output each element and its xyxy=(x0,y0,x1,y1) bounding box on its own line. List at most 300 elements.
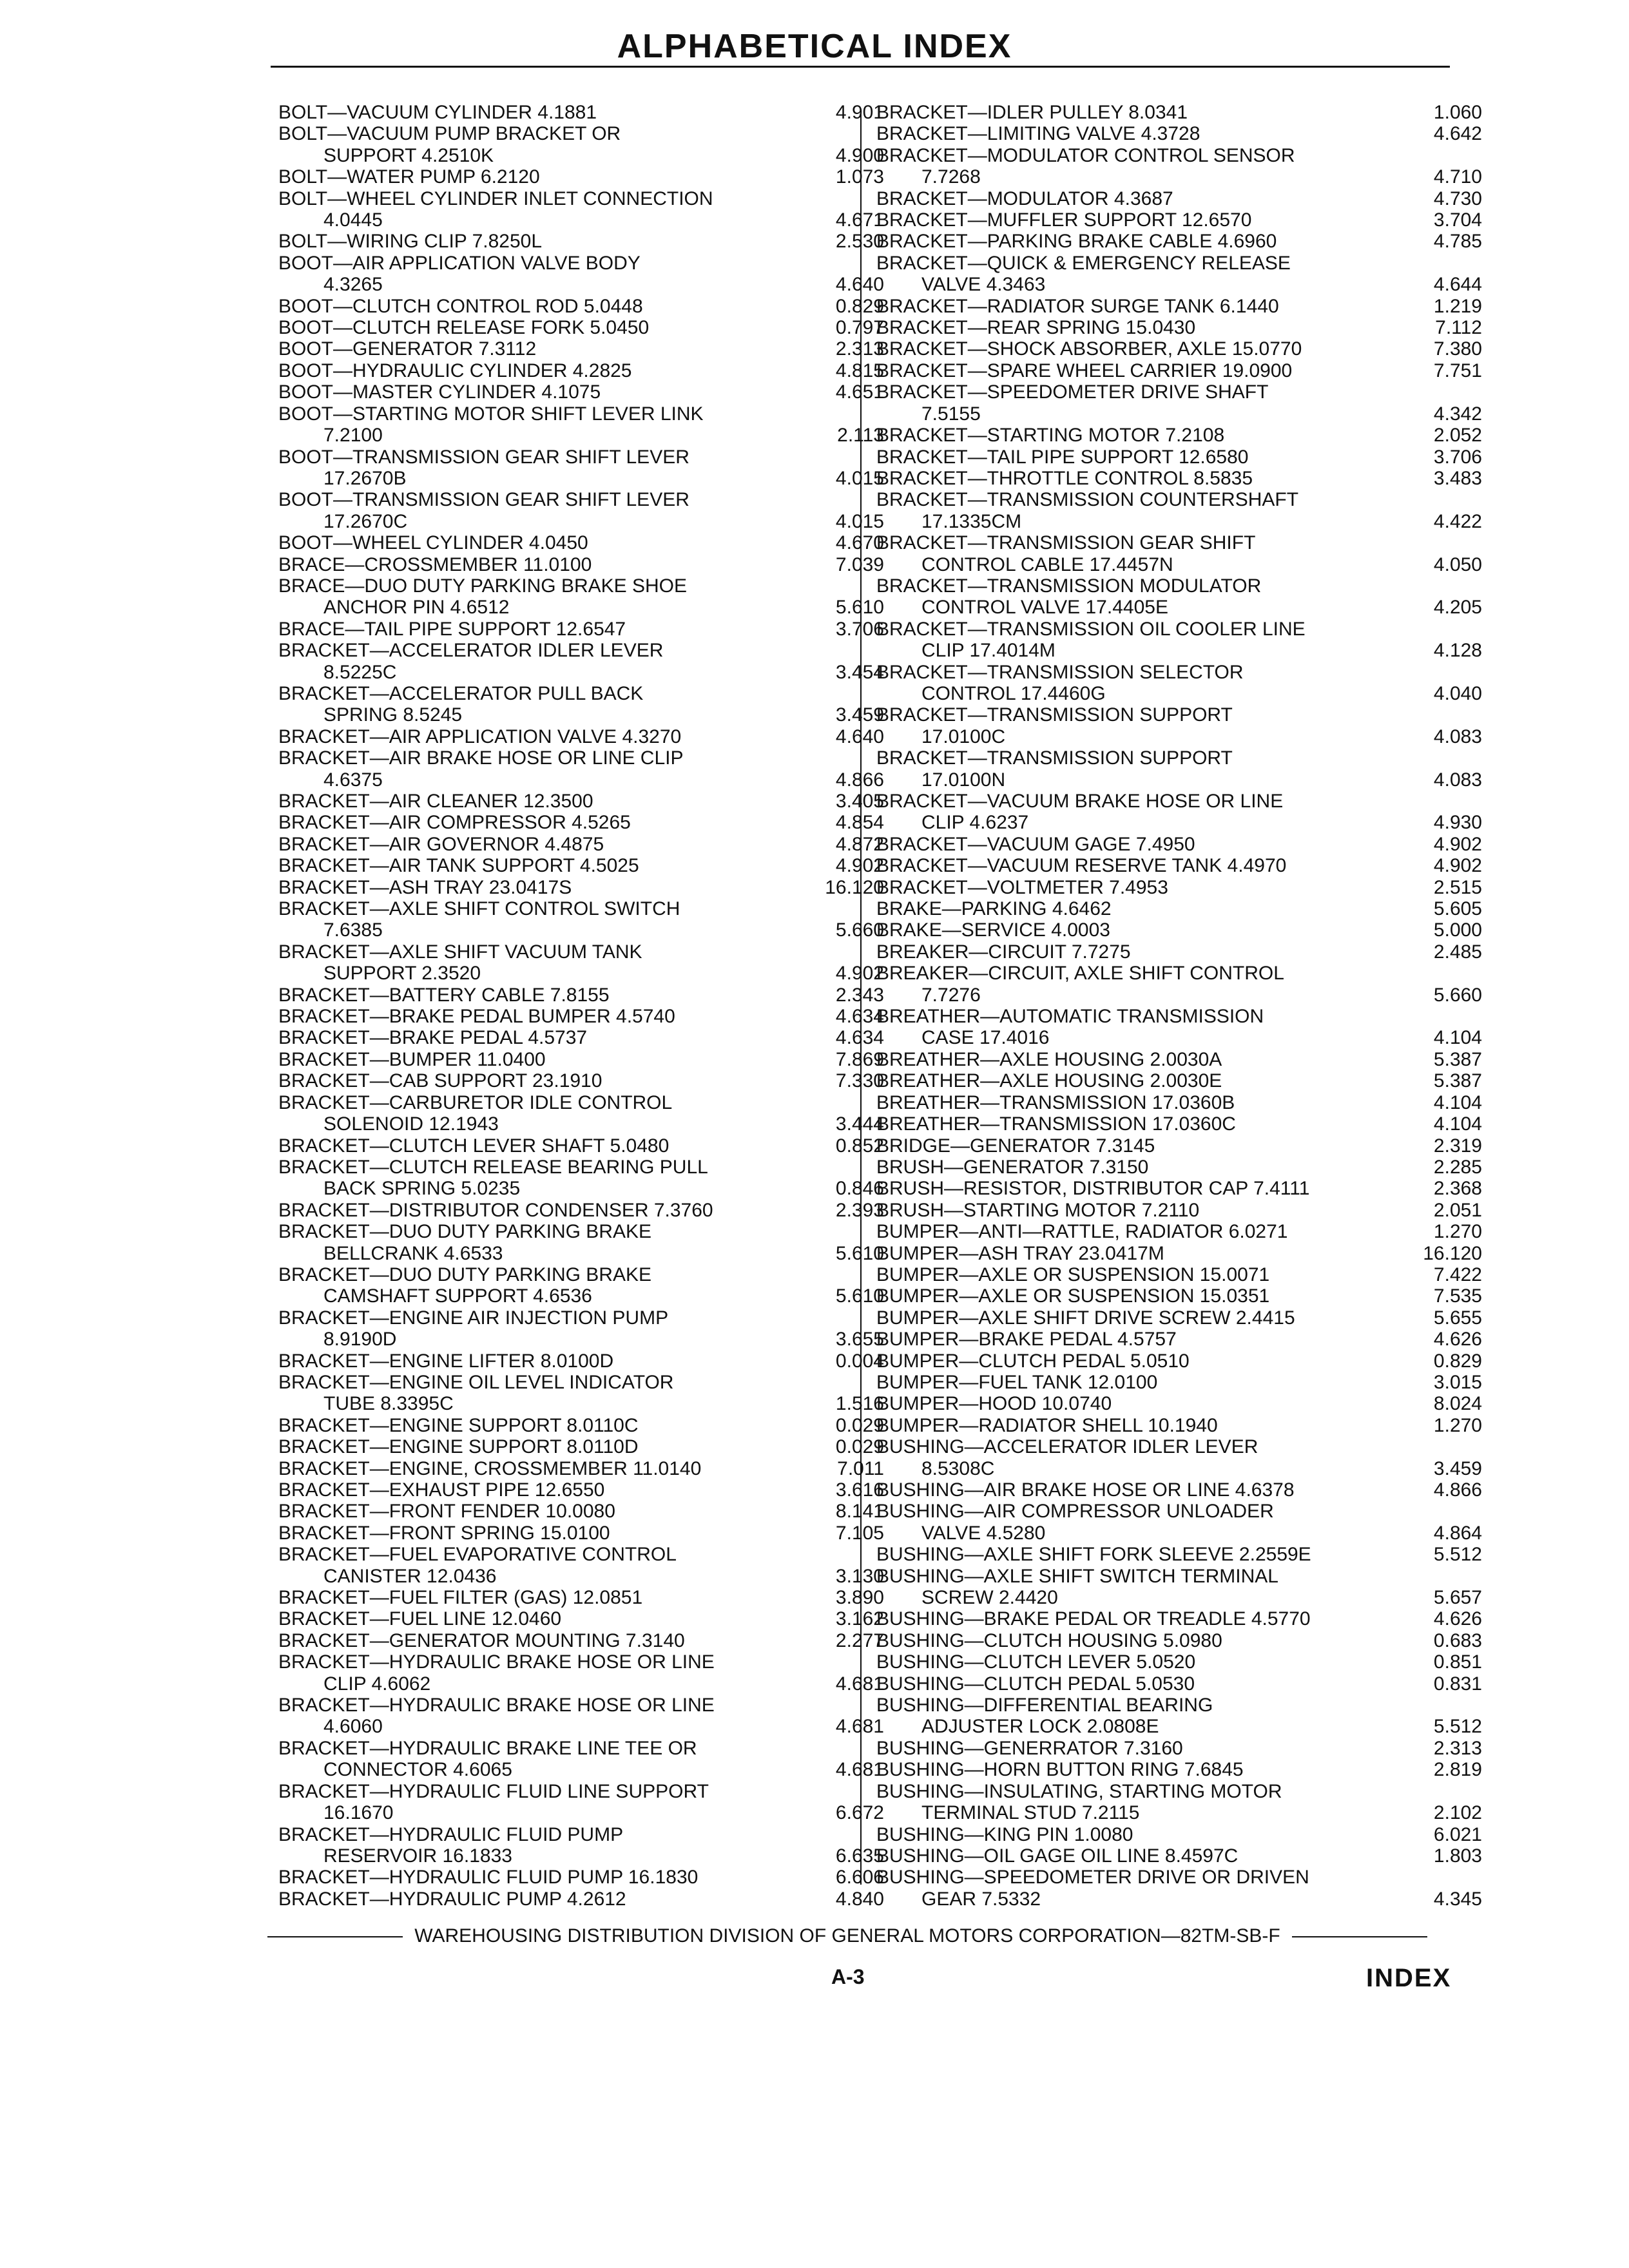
footer-publisher-line xyxy=(245,1925,1450,1947)
index-entry-continuation: 7.7268 xyxy=(921,166,981,188)
index-entry-page: 2.819 xyxy=(1433,1759,1482,1781)
index-entry-text xyxy=(876,1824,1331,1845)
index-entry-line: BRUSH—STARTING MOTOR 7.2110 xyxy=(876,1199,1200,1221)
index-entry-text xyxy=(876,532,1331,575)
index-entry-line: BUSHING—AIR COMPRESSOR UNLOADER xyxy=(876,1501,1274,1523)
index-entry-text xyxy=(876,963,1331,1006)
index-entry xyxy=(278,1200,884,1221)
index-entry-page: 3.015 xyxy=(1433,1371,1482,1393)
index-entry xyxy=(876,575,1482,619)
index-entry-line: BRACKET—FUEL LINE 12.0460 xyxy=(278,1608,562,1630)
index-entry-page: 4.866 xyxy=(835,769,884,791)
index-entry-line: BOOT—GENERATOR 7.3112 xyxy=(278,338,537,360)
index-entry-line: BRACKET—HYDRAULIC BRAKE LINE TEE OR xyxy=(278,1737,697,1759)
index-entry-page: 4.050 xyxy=(1433,553,1482,575)
index-entry-line: BRACKET—AIR COMPRESSOR 4.5265 xyxy=(278,812,631,834)
index-entry xyxy=(278,554,884,575)
index-entry-text xyxy=(278,1415,733,1436)
index-entry-continuation: CLIP 4.6062 xyxy=(323,1673,431,1695)
index-entry-page: 1.516 xyxy=(835,1393,884,1415)
index-entry xyxy=(876,123,1482,144)
index-entry-line: BRACKET—FUEL EVAPORATIVE CONTROL xyxy=(278,1544,677,1566)
index-entry-page: 3.483 xyxy=(1433,467,1482,489)
index-entry-line: BUMPER—RADIATOR SHELL 10.1940 xyxy=(876,1414,1218,1436)
index-entry-text xyxy=(278,1523,733,1544)
index-entry-page: 0.829 xyxy=(1433,1350,1482,1372)
index-entry-page: 3.405 xyxy=(835,791,884,812)
index-entry-text xyxy=(278,1049,733,1070)
index-entry xyxy=(278,1221,884,1264)
index-entry-text xyxy=(278,296,733,317)
index-entry-text xyxy=(876,1070,1331,1091)
header-rule xyxy=(271,66,1450,68)
index-entry-page: 4.634 xyxy=(835,1006,884,1028)
index-entry-line: BRACKET—FRONT SPRING 15.0100 xyxy=(278,1522,610,1544)
index-entry-text xyxy=(278,1479,733,1501)
index-entry-page: 4.670 xyxy=(835,532,884,554)
index-entry-continuation: CLIP 17.4014M xyxy=(921,640,1055,662)
index-entry-line: BOLT—WATER PUMP 6.2120 xyxy=(278,166,540,188)
index-entry xyxy=(876,1436,1482,1479)
index-entry xyxy=(876,532,1482,575)
index-entry xyxy=(876,1759,1482,1780)
index-entry-line: BRACKET—AXLE SHIFT CONTROL SWITCH xyxy=(278,898,680,920)
index-entry-page: 4.640 xyxy=(835,726,884,747)
index-entry-continuation: VALVE 4.5280 xyxy=(921,1522,1046,1544)
index-entry-line: BUSHING—DIFFERENTIAL BEARING xyxy=(876,1695,1213,1716)
index-entry-text xyxy=(876,1608,1331,1629)
page-title: ALPHABETICAL INDEX xyxy=(617,28,1012,65)
index-entry-page: 7.422 xyxy=(1433,1264,1482,1285)
index-entry-page: 3.655 xyxy=(835,1329,884,1350)
index-entry-line: BRACKET—AIR TANK SUPPORT 4.5025 xyxy=(278,855,639,877)
footer-rule-right xyxy=(1292,1936,1427,1937)
index-entry-page: 2.285 xyxy=(1433,1156,1482,1178)
index-entry-line: BREATHER—TRANSMISSION 17.0360B xyxy=(876,1091,1235,1113)
index-entry xyxy=(278,1415,884,1436)
index-entry xyxy=(876,447,1482,468)
index-entry xyxy=(278,985,884,1006)
index-entry xyxy=(278,1157,884,1200)
index-entry xyxy=(876,1738,1482,1759)
index-entry-continuation: SUPPORT 4.2510K xyxy=(323,144,494,166)
index-entry-page: 0.851 xyxy=(1433,1651,1482,1673)
index-entry-page: 2.485 xyxy=(1433,941,1482,963)
index-entry-line: BOOT—AIR APPLICATION VALVE BODY xyxy=(278,252,641,274)
index-entry-line: BOLT—WHEEL CYLINDER INLET CONNECTION xyxy=(278,187,713,209)
index-entry-line: BRUSH—RESISTOR, DISTRIBUTOR CAP 7.4111 xyxy=(876,1178,1310,1200)
index-entry xyxy=(278,188,884,231)
index-entry-page: 4.930 xyxy=(1433,812,1482,834)
index-entry-line: BUSHING—SPEEDOMETER DRIVE OR DRIVEN xyxy=(876,1867,1309,1888)
index-entry xyxy=(278,1006,884,1027)
index-entry-page: 0.004 xyxy=(835,1350,884,1372)
index-entry xyxy=(876,338,1482,360)
index-entry-text xyxy=(278,1221,733,1264)
index-entry-continuation: 17.2670B xyxy=(323,467,407,489)
index-entry-line: BRACKET—TRANSMISSION SUPPORT xyxy=(876,747,1233,769)
index-entry xyxy=(876,1200,1482,1221)
index-entry-continuation: CONTROL CABLE 17.4457N xyxy=(921,553,1173,575)
index-entry xyxy=(278,747,884,791)
index-entry-page: 4.785 xyxy=(1433,231,1482,253)
index-entry-page: 3.706 xyxy=(1433,446,1482,468)
index-entry-page: 5.655 xyxy=(1433,1307,1482,1329)
index-entry-text xyxy=(876,1566,1331,1609)
index-entry-continuation: 7.5155 xyxy=(921,403,981,425)
index-entry-line: BOLT—WIRING CLIP 7.8250L xyxy=(278,231,543,253)
index-entry-line: BRACKET—SPARE WHEEL CARRIER 19.0900 xyxy=(876,360,1293,381)
index-entry-text xyxy=(278,1436,733,1457)
index-entry-continuation: 8.5225C xyxy=(323,661,397,683)
index-entry-line: BRACE—DUO DUTY PARKING BRAKE SHOE xyxy=(278,575,688,597)
index-entry-line: BRACKET—AIR CLEANER 12.3500 xyxy=(278,791,593,812)
index-entry-line: BRACKET—DISTRIBUTOR CONDENSER 7.3760 xyxy=(278,1199,713,1221)
index-entry-page: 4.104 xyxy=(1433,1027,1482,1049)
index-entry-page: 4.901 xyxy=(835,102,884,123)
index-entry-line: BOOT—STARTING MOTOR SHIFT LEVER LINK xyxy=(278,403,704,425)
index-entry-line: BUSHING—AXLE SHIFT FORK SLEEVE 2.2559E xyxy=(876,1544,1311,1566)
index-entry-continuation: BACK SPRING 5.0235 xyxy=(323,1178,521,1200)
index-entry-text xyxy=(876,360,1331,381)
index-entry-line: BRACKET—TRANSMISSION SELECTOR xyxy=(876,661,1244,683)
index-entry-line: BRACKET—REAR SPRING 15.0430 xyxy=(876,317,1196,339)
index-entry xyxy=(278,532,884,553)
index-entry-text xyxy=(278,1888,733,1910)
index-entry xyxy=(876,898,1482,919)
index-entry-page: 2.530 xyxy=(835,231,884,253)
index-entry-text xyxy=(876,1695,1331,1738)
index-entry-page: 4.422 xyxy=(1433,510,1482,532)
index-entry-page: 4.634 xyxy=(835,1027,884,1049)
index-entry-page: 16.120 xyxy=(1423,1242,1482,1264)
index-entry-text xyxy=(876,1157,1331,1178)
index-entry-text xyxy=(278,1781,733,1824)
index-entry-page: 3.706 xyxy=(835,618,884,640)
index-entry-page: 7.105 xyxy=(835,1522,884,1544)
index-entry-text xyxy=(278,188,733,231)
index-entry-page: 7.751 xyxy=(1433,360,1482,381)
index-entry xyxy=(876,1350,1482,1372)
index-entry-line: BRACKET—VACUUM RESERVE TANK 4.4970 xyxy=(876,855,1287,877)
index-entry-page: 2.368 xyxy=(1433,1178,1482,1200)
index-entry-page: 16.120 xyxy=(825,876,884,898)
index-entry xyxy=(876,1415,1482,1436)
index-entry-text xyxy=(278,123,733,166)
index-entry-page: 2.343 xyxy=(835,984,884,1006)
index-entry-text xyxy=(876,1264,1331,1285)
index-entry-text xyxy=(876,855,1331,876)
index-entry-line: BRACE—CROSSMEMBER 11.0100 xyxy=(278,553,592,575)
index-entry xyxy=(278,123,884,166)
index-entry-page: 8.024 xyxy=(1433,1393,1482,1415)
index-entry-text xyxy=(278,360,733,381)
index-entry xyxy=(278,1350,884,1372)
index-entry-line: BUMPER—CLUTCH PEDAL 5.0510 xyxy=(876,1350,1190,1372)
index-entry-text xyxy=(876,102,1331,123)
index-entry xyxy=(876,468,1482,489)
index-entry-line: BREAKER—CIRCUIT, AXLE SHIFT CONTROL xyxy=(876,963,1284,985)
index-entry-page: 4.840 xyxy=(835,1888,884,1910)
index-entry-line: BRACE—TAIL PIPE SUPPORT 12.6547 xyxy=(278,618,626,640)
index-entry xyxy=(876,1092,1482,1113)
index-entry xyxy=(876,704,1482,747)
index-entry xyxy=(876,1049,1482,1070)
index-entry-page: 4.128 xyxy=(1433,640,1482,662)
index-entry-text xyxy=(278,941,733,985)
index-entry-continuation: 16.1670 xyxy=(323,1802,394,1824)
index-entry xyxy=(278,1436,884,1457)
index-entry-line: BRACKET—STARTING MOTOR 7.2108 xyxy=(876,425,1225,447)
index-entry-text xyxy=(876,1329,1331,1350)
index-entry xyxy=(278,791,884,812)
index-entry-text xyxy=(876,253,1331,296)
index-entry xyxy=(278,1867,884,1888)
index-entry-continuation: CASE 17.4016 xyxy=(921,1027,1050,1049)
index-entry xyxy=(278,296,884,317)
index-entry-text xyxy=(876,1436,1331,1479)
index-entry-continuation: VALVE 4.3463 xyxy=(921,274,1046,296)
index-entry-text xyxy=(278,683,733,726)
index-entry-text xyxy=(278,403,733,447)
index-entry-page: 0.831 xyxy=(1433,1673,1482,1695)
index-entry-line: BRACKET—HYDRAULIC FLUID LINE SUPPORT xyxy=(278,1780,709,1802)
index-entry-text xyxy=(876,338,1331,360)
index-entry-text xyxy=(876,1630,1331,1651)
index-entry-page: 0.029 xyxy=(835,1414,884,1436)
index-entry xyxy=(876,145,1482,188)
footer-publisher: WAREHOUSING DISTRIBUTION DIVISION OF GENERAL MOTORS CORPORATION—82TM-SB-F xyxy=(414,1925,1280,1946)
index-entry-text xyxy=(876,941,1331,963)
index-entry xyxy=(876,919,1482,941)
index-entry-line: BRACKET—SPEEDOMETER DRIVE SHAFT xyxy=(876,381,1269,403)
index-entry-line: BUMPER—AXLE OR SUSPENSION 15.0071 xyxy=(876,1264,1270,1285)
index-entry-page: 8.141 xyxy=(835,1501,884,1523)
index-entry xyxy=(278,941,884,985)
index-entry-continuation: GEAR 7.5332 xyxy=(921,1888,1041,1910)
index-entry-page: 2.393 xyxy=(835,1199,884,1221)
index-entry xyxy=(876,963,1482,1006)
index-entry-line: BRACKET—DUO DUTY PARKING BRAKE xyxy=(278,1221,651,1243)
index-entry-page: 2.313 xyxy=(1433,1737,1482,1759)
section-label: INDEX xyxy=(1366,1964,1452,1992)
index-entry xyxy=(876,1673,1482,1695)
index-entry-text xyxy=(876,317,1331,338)
index-entry-text xyxy=(876,231,1331,252)
index-entry-page: 5.387 xyxy=(1433,1048,1482,1070)
index-entry xyxy=(876,381,1482,425)
index-entry xyxy=(876,1479,1482,1501)
index-entry-line: BRACKET—BRAKE PEDAL BUMPER 4.5740 xyxy=(278,1006,675,1028)
index-entry xyxy=(876,425,1482,446)
index-entry-text xyxy=(278,898,733,941)
index-entry xyxy=(278,1544,884,1587)
index-entry-page: 7.380 xyxy=(1433,338,1482,360)
index-entry-page: 5.610 xyxy=(835,1242,884,1264)
index-entry-line: BUSHING—BRAKE PEDAL OR TREADLE 4.5770 xyxy=(876,1608,1311,1630)
index-entry-page: 0.829 xyxy=(835,295,884,317)
index-entry xyxy=(278,317,884,338)
index-entry-line: BRACKET—QUICK & EMERGENCY RELEASE xyxy=(876,252,1291,274)
index-entry-page: 4.104 xyxy=(1433,1091,1482,1113)
index-entry-text xyxy=(278,812,733,833)
index-entry xyxy=(876,1867,1482,1910)
index-entry-page: 6.635 xyxy=(835,1845,884,1867)
index-entry-page: 5.657 xyxy=(1433,1587,1482,1609)
index-entry-text xyxy=(278,877,733,898)
index-entry xyxy=(278,403,884,447)
index-entry xyxy=(278,1070,884,1091)
index-entry-line: BUSHING—AXLE SHIFT SWITCH TERMINAL xyxy=(876,1565,1278,1587)
index-entry-line: BRACKET—TRANSMISSION COUNTERSHAFT xyxy=(876,489,1299,511)
index-entry xyxy=(278,1092,884,1135)
index-entry-line: BRACKET—SHOCK ABSORBER, AXLE 15.0770 xyxy=(876,338,1302,360)
index-entry-text xyxy=(278,1738,733,1781)
index-entry-line: BUMPER—HOOD 10.0740 xyxy=(876,1393,1112,1415)
index-entry-page: 3.704 xyxy=(1433,209,1482,231)
index-entry-line: BRACKET—MUFFLER SUPPORT 12.6570 xyxy=(876,209,1252,231)
index-entry-text xyxy=(278,317,733,338)
index-entry-page: 2.052 xyxy=(1433,425,1482,447)
index-entry-line: BUSHING—INSULATING, STARTING MOTOR xyxy=(876,1780,1282,1802)
index-entry-page: 4.040 xyxy=(1433,682,1482,704)
index-entry-page: 4.902 xyxy=(835,963,884,985)
index-entry xyxy=(876,1630,1482,1651)
index-entry-line: BRACKET—ENGINE OIL LEVEL INDICATOR xyxy=(278,1371,674,1393)
index-entry xyxy=(876,662,1482,705)
index-entry-page: 2.113 xyxy=(837,425,884,447)
index-entry-text xyxy=(876,1243,1331,1264)
index-entry xyxy=(278,1501,884,1522)
index-entry-text xyxy=(876,575,1331,619)
index-entry-line: BOOT—WHEEL CYLINDER 4.0450 xyxy=(278,532,588,554)
index-entry-continuation: 17.2670C xyxy=(323,510,408,532)
index-entry-line: BRACKET—HYDRAULIC FLUID PUMP xyxy=(278,1823,624,1845)
index-entry-page: 1.073 xyxy=(835,166,884,188)
index-entry xyxy=(876,877,1482,898)
index-entry-line: BOOT—TRANSMISSION GEAR SHIFT LEVER xyxy=(278,446,689,468)
index-entry-page: 4.640 xyxy=(835,274,884,296)
index-entry xyxy=(876,1695,1482,1738)
index-entry-page: 4.681 xyxy=(835,1759,884,1781)
index-entry-text xyxy=(278,1350,733,1372)
index-entry-page: 4.651 xyxy=(835,381,884,403)
index-entry xyxy=(876,231,1482,252)
index-entry xyxy=(278,1781,884,1824)
index-entry-text xyxy=(278,726,733,747)
index-entry-text xyxy=(876,704,1331,747)
index-entry-line: BUSHING—CLUTCH PEDAL 5.0530 xyxy=(876,1673,1195,1695)
index-entry-page: 4.642 xyxy=(1433,123,1482,145)
index-entry-line: BRACKET—HYDRAULIC FLUID PUMP 16.1830 xyxy=(278,1867,699,1888)
index-entry-page: 4.681 xyxy=(835,1716,884,1738)
index-entry xyxy=(278,1651,884,1695)
index-entry xyxy=(278,1307,884,1350)
index-entry-text xyxy=(278,1630,733,1651)
index-entry-line: BRACKET—RADIATOR SURGE TANK 6.1440 xyxy=(876,295,1279,317)
index-entry-line: BRACKET—BRAKE PEDAL 4.5737 xyxy=(278,1027,588,1049)
index-entry-page: 4.854 xyxy=(835,812,884,834)
index-entry-page: 4.626 xyxy=(1433,1329,1482,1350)
index-entry-text xyxy=(876,1393,1331,1414)
index-entry-page: 3.162 xyxy=(835,1608,884,1630)
index-entry-page: 5.610 xyxy=(835,597,884,619)
index-entry-page: 5.660 xyxy=(835,919,884,941)
index-entry-continuation: BELLCRANK 4.6533 xyxy=(323,1242,503,1264)
index-entry-text xyxy=(876,425,1331,446)
index-entry-text xyxy=(278,834,733,855)
index-entry-line: BRACKET—VACUUM BRAKE HOSE OR LINE xyxy=(876,791,1284,812)
index-entry-text xyxy=(278,619,733,640)
index-entry-text xyxy=(876,791,1331,834)
index-entry-line: BRACKET—ENGINE AIR INJECTION PUMP xyxy=(278,1307,669,1329)
index-entry xyxy=(876,1824,1482,1845)
index-entry-page: 5.387 xyxy=(1433,1070,1482,1092)
index-entry-line: BREATHER—AXLE HOUSING 2.0030E xyxy=(876,1070,1222,1092)
index-entry xyxy=(278,1479,884,1501)
index-entry xyxy=(278,1738,884,1781)
index-entry-text xyxy=(876,1651,1331,1673)
index-entry xyxy=(278,360,884,381)
index-entry-text xyxy=(876,1372,1331,1393)
index-entry xyxy=(278,231,884,252)
index-entry-text xyxy=(278,447,733,490)
index-entry-text xyxy=(876,1200,1331,1221)
index-entry xyxy=(876,1651,1482,1673)
index-entry xyxy=(278,253,884,296)
index-entry-line: BUMPER—AXLE OR SUSPENSION 15.0351 xyxy=(876,1285,1270,1307)
index-entry-continuation: 17.1335CM xyxy=(921,510,1022,532)
index-entry xyxy=(278,575,884,619)
index-entry-continuation: 7.2100 xyxy=(323,425,383,447)
index-entry-text xyxy=(876,662,1331,705)
index-entry-page: 4.864 xyxy=(1433,1522,1482,1544)
index-entry-page: 6.021 xyxy=(1433,1823,1482,1845)
index-entry-line: BRACKET—VACUUM GAGE 7.4950 xyxy=(876,833,1195,855)
index-entry-text xyxy=(278,231,733,252)
index-entry-text xyxy=(278,1824,733,1867)
index-entry xyxy=(876,253,1482,296)
index-entry-page: 0.683 xyxy=(1433,1629,1482,1651)
index-entry-continuation: SPRING 8.5245 xyxy=(323,704,463,726)
index-entry-line: BRACKET—BATTERY CABLE 7.8155 xyxy=(278,984,610,1006)
index-entry-text xyxy=(876,1479,1331,1501)
index-entry-text xyxy=(278,747,733,791)
index-entry xyxy=(278,619,884,640)
index-entry-continuation: TERMINAL STUD 7.2115 xyxy=(921,1802,1140,1824)
index-entry-page: 3.459 xyxy=(1433,1457,1482,1479)
index-entry-text xyxy=(278,253,733,296)
index-entry-page: 3.459 xyxy=(835,704,884,726)
index-entry-line: BRACKET—AIR BRAKE HOSE OR LINE CLIP xyxy=(278,747,684,769)
index-entry-continuation: 17.0100C xyxy=(921,726,1006,747)
index-entry-page: 4.902 xyxy=(1433,833,1482,855)
index-entry-text xyxy=(278,1587,733,1608)
index-entry-text xyxy=(278,1501,733,1522)
index-entry-text xyxy=(278,1157,733,1200)
index-entry xyxy=(876,1372,1482,1393)
index-entry-text xyxy=(876,1092,1331,1113)
index-entry-text xyxy=(278,1092,733,1135)
index-entry-line: BRACKET—BUMPER 11.0400 xyxy=(278,1048,546,1070)
index-entry xyxy=(876,1608,1482,1629)
index-entry xyxy=(278,489,884,532)
index-entry xyxy=(876,1006,1482,1049)
index-entry-page: 4.015 xyxy=(835,510,884,532)
index-entry xyxy=(278,102,884,123)
index-entry-page: 3.130 xyxy=(835,1565,884,1587)
index-entry-line: BREAKER—CIRCUIT 7.7275 xyxy=(876,941,1131,963)
